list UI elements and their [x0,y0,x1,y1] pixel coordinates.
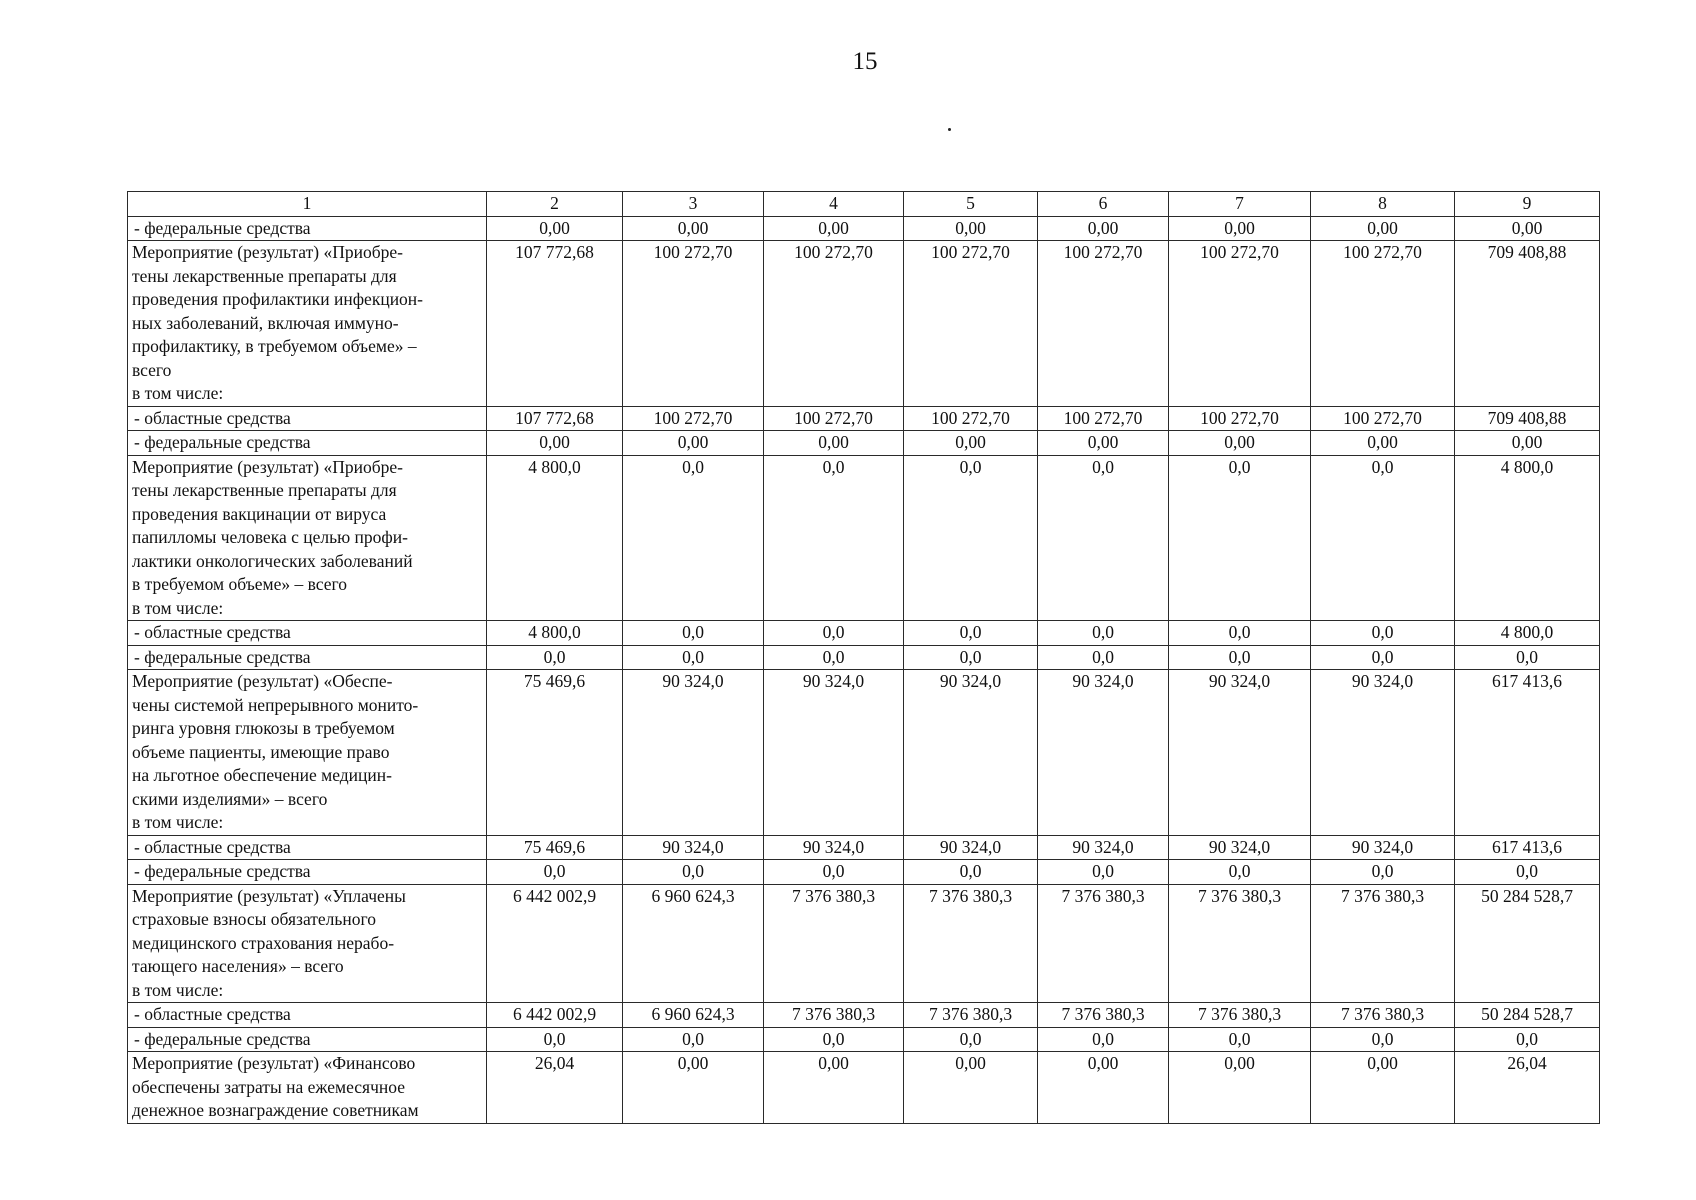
row-label: - областные средства [128,1003,487,1028]
value-cell: 0,0 [623,621,764,646]
value-cell: 0,0 [764,860,904,885]
column-header: 4 [764,192,904,217]
stray-mark [948,128,951,131]
row-label: Мероприятие (результат) «Приобре- тены лекарственные препараты для проведения профилактики инфекцион- ных заболеваний, включая иммуно- профилактику, в требуемом объеме» – всего в том числе: [128,241,487,407]
row-label: - федеральные средства [128,216,487,241]
value-cell: 100 272,70 [1169,241,1311,407]
column-header: 7 [1169,192,1311,217]
value-cell: 0,0 [1038,455,1169,621]
value-cell: 0,0 [1455,1027,1600,1052]
value-cell: 0,0 [1038,860,1169,885]
table-row [128,1052,1600,1124]
value-cell: 50 284 528,7 [1455,884,1600,1003]
value-cell: 0,0 [623,1027,764,1052]
table-header-row [128,192,1600,217]
value-cell: 90 324,0 [764,835,904,860]
value-cell: 75 469,6 [487,670,623,836]
value-cell: 100 272,70 [1169,406,1311,431]
value-cell: 0,0 [1038,621,1169,646]
column-header: 8 [1311,192,1455,217]
value-cell: 90 324,0 [1311,835,1455,860]
value-cell: 0,00 [487,431,623,456]
value-cell: 0,0 [904,621,1038,646]
value-cell: 6 442 002,9 [487,884,623,1003]
value-cell: 0,0 [1455,645,1600,670]
value-cell: 0,00 [1038,431,1169,456]
table-row [128,645,1600,670]
value-cell: 7 376 380,3 [1311,1003,1455,1028]
value-cell: 0,00 [623,1052,764,1124]
value-cell: 90 324,0 [904,835,1038,860]
row-label: Мероприятие (результат) «Финансово обеспечены затраты на ежемесячное денежное вознаграждение советникам [128,1052,487,1124]
value-cell: 0,0 [487,860,623,885]
value-cell: 100 272,70 [1038,241,1169,407]
value-cell: 0,0 [1169,455,1311,621]
value-cell: 0,0 [764,455,904,621]
value-cell: 0,00 [1311,216,1455,241]
row-label: - федеральные средства [128,860,487,885]
value-cell: 0,0 [1311,455,1455,621]
value-cell: 709 408,88 [1455,241,1600,407]
value-cell: 90 324,0 [1311,670,1455,836]
value-cell: 0,00 [904,431,1038,456]
value-cell: 0,0 [1169,621,1311,646]
row-label: Мероприятие (результат) «Обеспе- чены системой непрерывного монито- ринга уровня глюкозы в требуемом объеме пациенты, имеющие право на льготное обеспечение медицин- скими изделиями» – всего в том числе: [128,670,487,836]
column-header: 2 [487,192,623,217]
value-cell: 6 960 624,3 [623,884,764,1003]
value-cell: 0,0 [904,860,1038,885]
table-body [128,192,1600,1124]
value-cell: 0,0 [1311,645,1455,670]
table-row [128,670,1600,836]
value-cell: 0,00 [904,216,1038,241]
value-cell: 0,0 [904,455,1038,621]
value-cell: 0,0 [1311,1027,1455,1052]
value-cell: 90 324,0 [1038,670,1169,836]
row-label: - областные средства [128,835,487,860]
value-cell: 0,00 [764,431,904,456]
value-cell: 0,00 [1311,431,1455,456]
row-label: - федеральные средства [128,645,487,670]
value-cell: 90 324,0 [623,670,764,836]
budget-table [127,191,1600,1124]
column-header: 5 [904,192,1038,217]
value-cell: 709 408,88 [1455,406,1600,431]
table-row [128,241,1600,407]
column-header: 9 [1455,192,1600,217]
value-cell: 0,0 [623,645,764,670]
table-row [128,860,1600,885]
value-cell: 100 272,70 [904,406,1038,431]
value-cell: 0,0 [1038,1027,1169,1052]
page-number: 15 [852,48,878,75]
table-row [128,431,1600,456]
value-cell: 7 376 380,3 [764,884,904,1003]
value-cell: 6 442 002,9 [487,1003,623,1028]
value-cell: 7 376 380,3 [904,1003,1038,1028]
value-cell: 100 272,70 [904,241,1038,407]
row-label: - федеральные средства [128,1027,487,1052]
table-row [128,835,1600,860]
value-cell: 0,00 [764,1052,904,1124]
value-cell: 0,00 [623,431,764,456]
value-cell: 50 284 528,7 [1455,1003,1600,1028]
value-cell: 0,00 [623,216,764,241]
value-cell: 7 376 380,3 [1038,884,1169,1003]
value-cell: 90 324,0 [904,670,1038,836]
value-cell: 7 376 380,3 [1038,1003,1169,1028]
value-cell: 100 272,70 [764,241,904,407]
value-cell: 0,00 [1311,1052,1455,1124]
value-cell: 0,0 [904,645,1038,670]
value-cell: 0,00 [487,216,623,241]
column-header: 3 [623,192,764,217]
value-cell: 0,0 [623,455,764,621]
table-row [128,621,1600,646]
value-cell: 4 800,0 [487,455,623,621]
table-row [128,884,1600,1003]
value-cell: 0,0 [1311,860,1455,885]
value-cell: 100 272,70 [623,241,764,407]
table-row [128,1003,1600,1028]
value-cell: 0,00 [1169,216,1311,241]
value-cell: 100 272,70 [764,406,904,431]
value-cell: 90 324,0 [1038,835,1169,860]
value-cell: 0,0 [1038,645,1169,670]
value-cell: 90 324,0 [1169,670,1311,836]
value-cell: 4 800,0 [1455,455,1600,621]
value-cell: 26,04 [1455,1052,1600,1124]
value-cell: 0,00 [1038,1052,1169,1124]
row-label: - федеральные средства [128,431,487,456]
value-cell: 0,0 [764,645,904,670]
value-cell: 0,00 [1169,431,1311,456]
value-cell: 0,0 [1169,1027,1311,1052]
value-cell: 4 800,0 [487,621,623,646]
value-cell: 0,00 [1038,216,1169,241]
value-cell: 0,00 [1455,216,1600,241]
value-cell: 107 772,68 [487,406,623,431]
value-cell: 0,00 [1455,431,1600,456]
value-cell: 7 376 380,3 [1311,884,1455,1003]
value-cell: 7 376 380,3 [1169,1003,1311,1028]
value-cell: 0,0 [1169,645,1311,670]
table-row [128,216,1600,241]
column-header: 6 [1038,192,1169,217]
value-cell: 90 324,0 [1169,835,1311,860]
value-cell: 7 376 380,3 [764,1003,904,1028]
value-cell: 0,00 [904,1052,1038,1124]
value-cell: 0,00 [764,216,904,241]
table-row [128,1027,1600,1052]
value-cell: 100 272,70 [1038,406,1169,431]
value-cell: 0,0 [1169,860,1311,885]
value-cell: 0,0 [487,645,623,670]
value-cell: 75 469,6 [487,835,623,860]
value-cell: 0,0 [623,860,764,885]
row-label: - областные средства [128,406,487,431]
value-cell: 0,0 [487,1027,623,1052]
column-header: 1 [128,192,487,217]
row-label: - областные средства [128,621,487,646]
value-cell: 7 376 380,3 [1169,884,1311,1003]
value-cell: 617 413,6 [1455,670,1600,836]
value-cell: 107 772,68 [487,241,623,407]
value-cell: 0,0 [764,621,904,646]
table-row [128,455,1600,621]
row-label: Мероприятие (результат) «Уплачены страховые взносы обязательного медицинского страхования нерабо- тающего населения» – всего в том числе: [128,884,487,1003]
value-cell: 26,04 [487,1052,623,1124]
value-cell: 100 272,70 [1311,241,1455,407]
value-cell: 4 800,0 [1455,621,1600,646]
value-cell: 0,0 [1455,860,1600,885]
value-cell: 0,0 [1311,621,1455,646]
value-cell: 0,0 [764,1027,904,1052]
value-cell: 0,00 [1169,1052,1311,1124]
value-cell: 617 413,6 [1455,835,1600,860]
value-cell: 7 376 380,3 [904,884,1038,1003]
value-cell: 6 960 624,3 [623,1003,764,1028]
value-cell: 90 324,0 [623,835,764,860]
value-cell: 90 324,0 [764,670,904,836]
value-cell: 0,0 [904,1027,1038,1052]
value-cell: 100 272,70 [1311,406,1455,431]
value-cell: 100 272,70 [623,406,764,431]
table-row [128,406,1600,431]
row-label: Мероприятие (результат) «Приобре- тены лекарственные препараты для проведения вакцинации от вируса папилломы человека с целью профи- лактики онкологических заболеваний в требуемом объеме» – всего в том числе: [128,455,487,621]
